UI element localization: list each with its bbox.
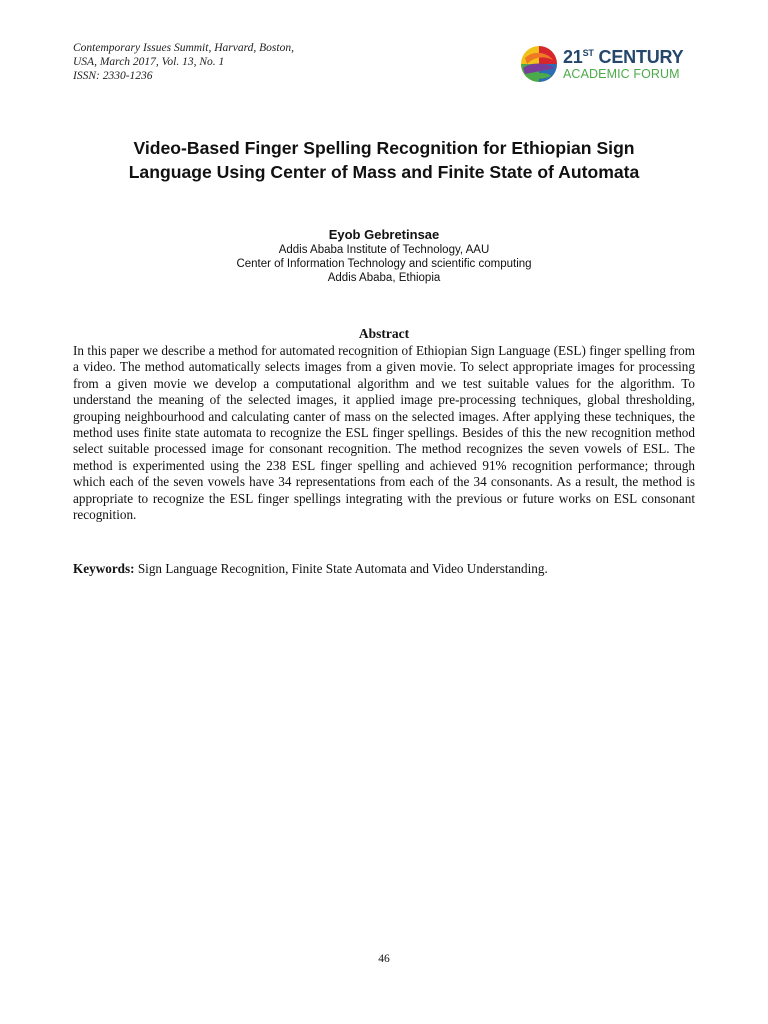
author-name: Eyob Gebretinsae	[328, 227, 440, 242]
logo-superscript: ST	[582, 48, 594, 58]
keywords-label: Keywords:	[73, 561, 135, 576]
journal-line-2: USA, March 2017, Vol. 13, No. 1	[73, 56, 225, 68]
abstract-text: In this paper we describe a method for automated recognition of Ethiopian Sign Language (ESL) finger spelling from a video. The method automatically selects images from a given movie. To select appropriate images for processing from a given movie we develop a computational algorithm and we test suitable values for the algorithm. To understand the meaning of the selected images, it applied image pre-processing techniques, global thresholding, grouping neighbourhood and calculating canter of mass on the selected images. After applying these techniques, the method uses finite state automata to recognize the ESL finger spellings. Besides of this the new recognition method select suitable processed image for consonant recognition. The method recognizes the seven vowels of ESL. The method is experimented using the 238 ESL finger spelling and achieved 91% recognition performance; through which each of the seven vowels have 34 representations from each of the 34 consonants. As a result, the method is appropriate to recognize the ESL finger spellings integrating with the previous or future works on ESL consonant recognition.	[73, 343, 695, 523]
logo-number: 21	[563, 47, 583, 67]
globe-swirl-logo-icon	[519, 44, 559, 84]
logo-subtitle: ACADEMIC FORUM	[563, 67, 680, 81]
journal-header	[73, 41, 294, 83]
page-number: 46	[378, 953, 390, 965]
journal-line-1: Contemporary Issues Summit, Harvard, Boston,	[73, 42, 294, 54]
affiliation-line-1: Addis Ababa Institute of Technology, AAU	[278, 244, 490, 256]
paper-title-line-2: Language Using Center of Mass and Finite State of Automata	[128, 162, 640, 182]
affiliation-line-2: Center of Information Technology and scientific computing	[236, 258, 532, 270]
logo-word: CENTURY	[598, 47, 684, 67]
journal-issn: ISSN: 2330-1236	[73, 70, 153, 82]
logo-title	[563, 47, 683, 67]
abstract-heading: Abstract	[358, 326, 410, 341]
paper-title	[60, 136, 708, 184]
keywords-text: Sign Language Recognition, Finite State Automata and Video Understanding.	[137, 561, 548, 576]
author-block	[84, 227, 684, 285]
keywords-line	[73, 561, 695, 577]
academic-forum-logo	[519, 44, 699, 88]
affiliation-line-3: Addis Ababa, Ethiopia	[327, 272, 441, 284]
paper-title-line-1: Video-Based Finger Spelling Recognition for Ethiopian Sign	[133, 138, 635, 158]
